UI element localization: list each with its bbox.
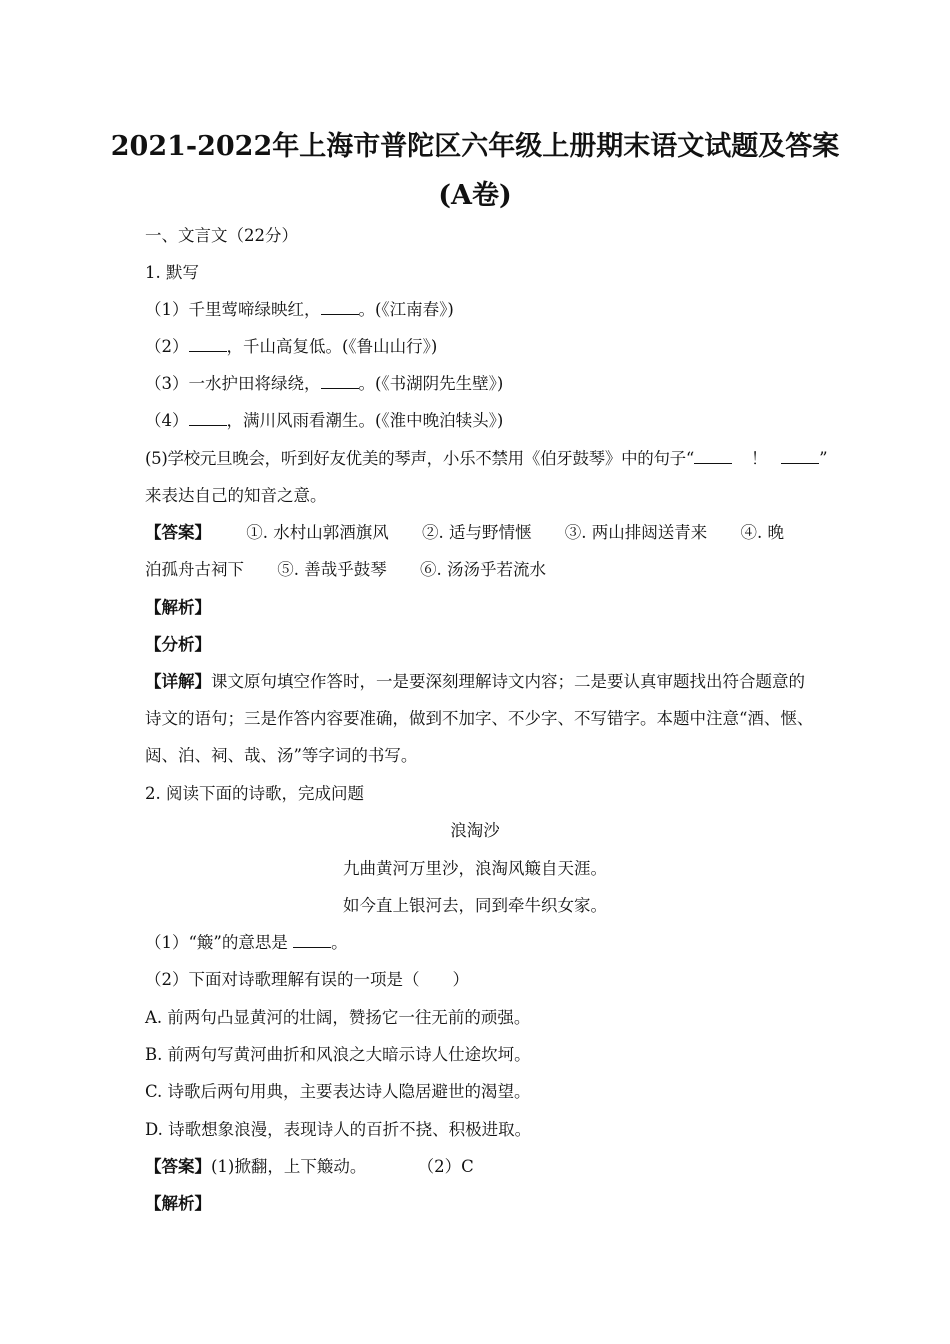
section-heading: 一、文言文（22分）: [145, 226, 298, 245]
option-c: C. 诗歌后两句用典，主要表达诗人隐居避世的渴望。: [145, 1082, 531, 1101]
document-title-line2: (A卷): [438, 180, 512, 211]
question-2-label: 2. 阅读下面的诗歌，完成问题: [145, 784, 364, 803]
q1-answer-line2: 泊孤舟古祠下 ⑤. 善哉乎鼓琴 ⑥. 汤汤乎若流水: [145, 560, 546, 579]
q2-sub-2: （2）下面对诗歌理解有误的一项是（ ）: [145, 970, 469, 989]
q1-item-2: （2） ，千山高复低。(《鲁山山行》): [145, 337, 438, 356]
q1-detail-line2: 诗文的语句；三是作答内容要准确，做到不加字、不少字、不写错字。本题中注意“酒、惬、: [145, 709, 814, 728]
document-title-line1: 2021-2022年上海市普陀区六年级上册期末语文试题及答案: [110, 131, 840, 162]
fill-blank: [189, 411, 227, 426]
fill-blank: [321, 374, 359, 389]
fill-blank: [781, 449, 819, 464]
answer-label: 【答案】: [145, 523, 211, 542]
option-a: A. 前两句凸显黄河的壮阔，赞扬它一往无前的顽强。: [145, 1008, 531, 1027]
fill-blank: [189, 337, 227, 352]
option-b: B. 前两句写黄河曲折和风浪之大暗示诗人仕途坎坷。: [145, 1045, 531, 1064]
poem-line-2: 如今直上银河去，同到牵牛织女家。: [343, 896, 607, 915]
poem-title: 浪淘沙: [450, 821, 500, 840]
q1-answer-line1: 【答案】 ①. 水村山郭酒旗风 ②. 适与野情惬 ③. 两山排闼送青来 ④. 晚: [145, 523, 784, 542]
fill-blank: [293, 933, 331, 948]
q1-detail-line3: 闼、泊、祠、哉、汤”等字词的书写。: [145, 746, 418, 765]
q2-analysis-label: 【解析】: [145, 1194, 211, 1213]
poem-line-1: 九曲黄河万里沙，浪淘风簸自天涯。: [343, 859, 607, 878]
q1-detail-line1: 【详解】课文原句填空作答时，一是要深刻理解诗文内容；二是要认真审题找出符合题意的: [145, 672, 805, 691]
q1-item-5: (5)学校元旦晚会，听到好友优美的琴声，小乐不禁用《伯牙鼓琴》中的句子“ ！ ”: [145, 449, 828, 468]
question-1-label: 1. 默写: [145, 263, 199, 282]
fill-blank: [694, 449, 732, 464]
q1-item-5-continued: 来表达自己的知音之意。: [145, 486, 327, 505]
q1-analysis-label: 【解析】: [145, 598, 211, 617]
q1-fenxi-label: 【分析】: [145, 635, 211, 654]
fill-blank: [321, 300, 359, 315]
option-d: D. 诗歌想象浪漫，表现诗人的百折不挠、积极进取。: [145, 1120, 532, 1139]
q1-item-3: （3）一水护田将绿绕， 。(《书湖阴先生壁》): [145, 374, 504, 393]
q2-sub-1: （1）“簸”的意思是 。: [145, 933, 348, 952]
q1-item-4: （4） ，满川风雨看潮生。(《淮中晚泊犊头》): [145, 411, 504, 430]
q2-answer: 【答案】(1)掀翻，上下簸动。 （2）C: [145, 1157, 474, 1176]
q1-item-1: （1）千里莺啼绿映红， 。(《江南春》): [145, 300, 454, 319]
